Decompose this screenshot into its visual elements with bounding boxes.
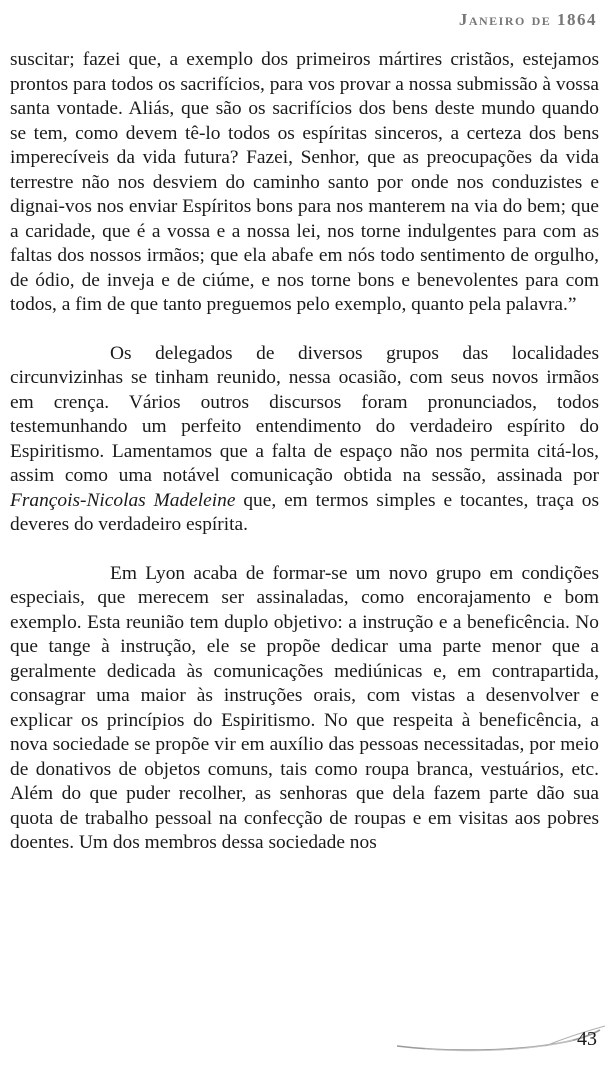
signatory-name: François-Nicolas Madeleine xyxy=(10,489,236,511)
page-number: 43 xyxy=(577,1028,597,1050)
paragraph-lyon-group: Em Lyon acaba de formar-se um novo grupo em condições especiais, que merecem ser assinaladas, como encorajamento e bom exemplo. Esta reunião tem duplo objetivo: a instrução e a beneficência. No que tange à instrução, ele se propõe dedicar uma parte menor que a geralmente dedicada às comunicações mediúnicas e, em contrapartida, consagrar uma maior às instruções orais, com vistas a desenvolver e explicar os princípios do Espiritismo. No que respeita à beneficência, a nova sociedade se propõe vir em auxílio das pessoas necessitadas, por meio de donativos de objetos comuns, tais como roupa branca, vestuários, etc. Além do que puder recolher, as senhoras que dela fazem parte dão sua quota de trabalho pessoal na confecção de roupas e em visitas aos pobres doentes. Um dos membros dessa sociedade nos xyxy=(10,562,599,853)
page-body xyxy=(10,48,599,856)
paragraph-delegates-text-before: Os delegados de diversos grupos das localidades circunvizinhas se tinham reunido, nessa ocasião, com seus novos irmãos em crença. Vários outros discursos foram pronunciados, todos testemunhando um perfeito entendimento do verdadeiro espírito do Espiritismo. Lamentamos que a falta de espaço não nos permita citá-los, assim como uma notável comunicação obtida na sessão, assinada por xyxy=(10,342,599,486)
paragraph-prayer-continuation: suscitar; fazei que, a exemplo dos primeiros mártires cristãos, estejamos prontos para todos os sacrifícios, para vos provar a nossa submissão à vossa santa vontade. Aliás, que são os sacrifícios dos bens deste mundo quando se tem, como devem tê-lo todos os espíritas sinceros, a certeza dos bens imperecíveis da vida futura? Fazei, Senhor, que as preocupações da vida terrestre não nos desviem do caminho santo por onde nos conduzistes e dignai-vos nos enviar Espíritos bons para nos manterem na via do bem; que a caridade, que é a vossa e a nossa lei, nos torne indulgentes para com as faltas dos nossos irmãos; que ela abafe em nós todo sentimento de orgulho, de ódio, de inveja e de ciúme, e nos torne bons e benevolentes para com todos, a fim de que tanto preguemos pelo exemplo, quanto pela palavra.” xyxy=(10,49,599,315)
paragraph-delegates xyxy=(10,342,599,538)
flourish-ornament xyxy=(395,1022,607,1054)
paragraph-delegates-text-after: que, em termos simples e tocantes, traça os deveres do verdadeiro espírita. xyxy=(10,489,600,535)
running-header: Janeiro de 1864 xyxy=(458,10,597,29)
page-footer xyxy=(0,1022,607,1062)
